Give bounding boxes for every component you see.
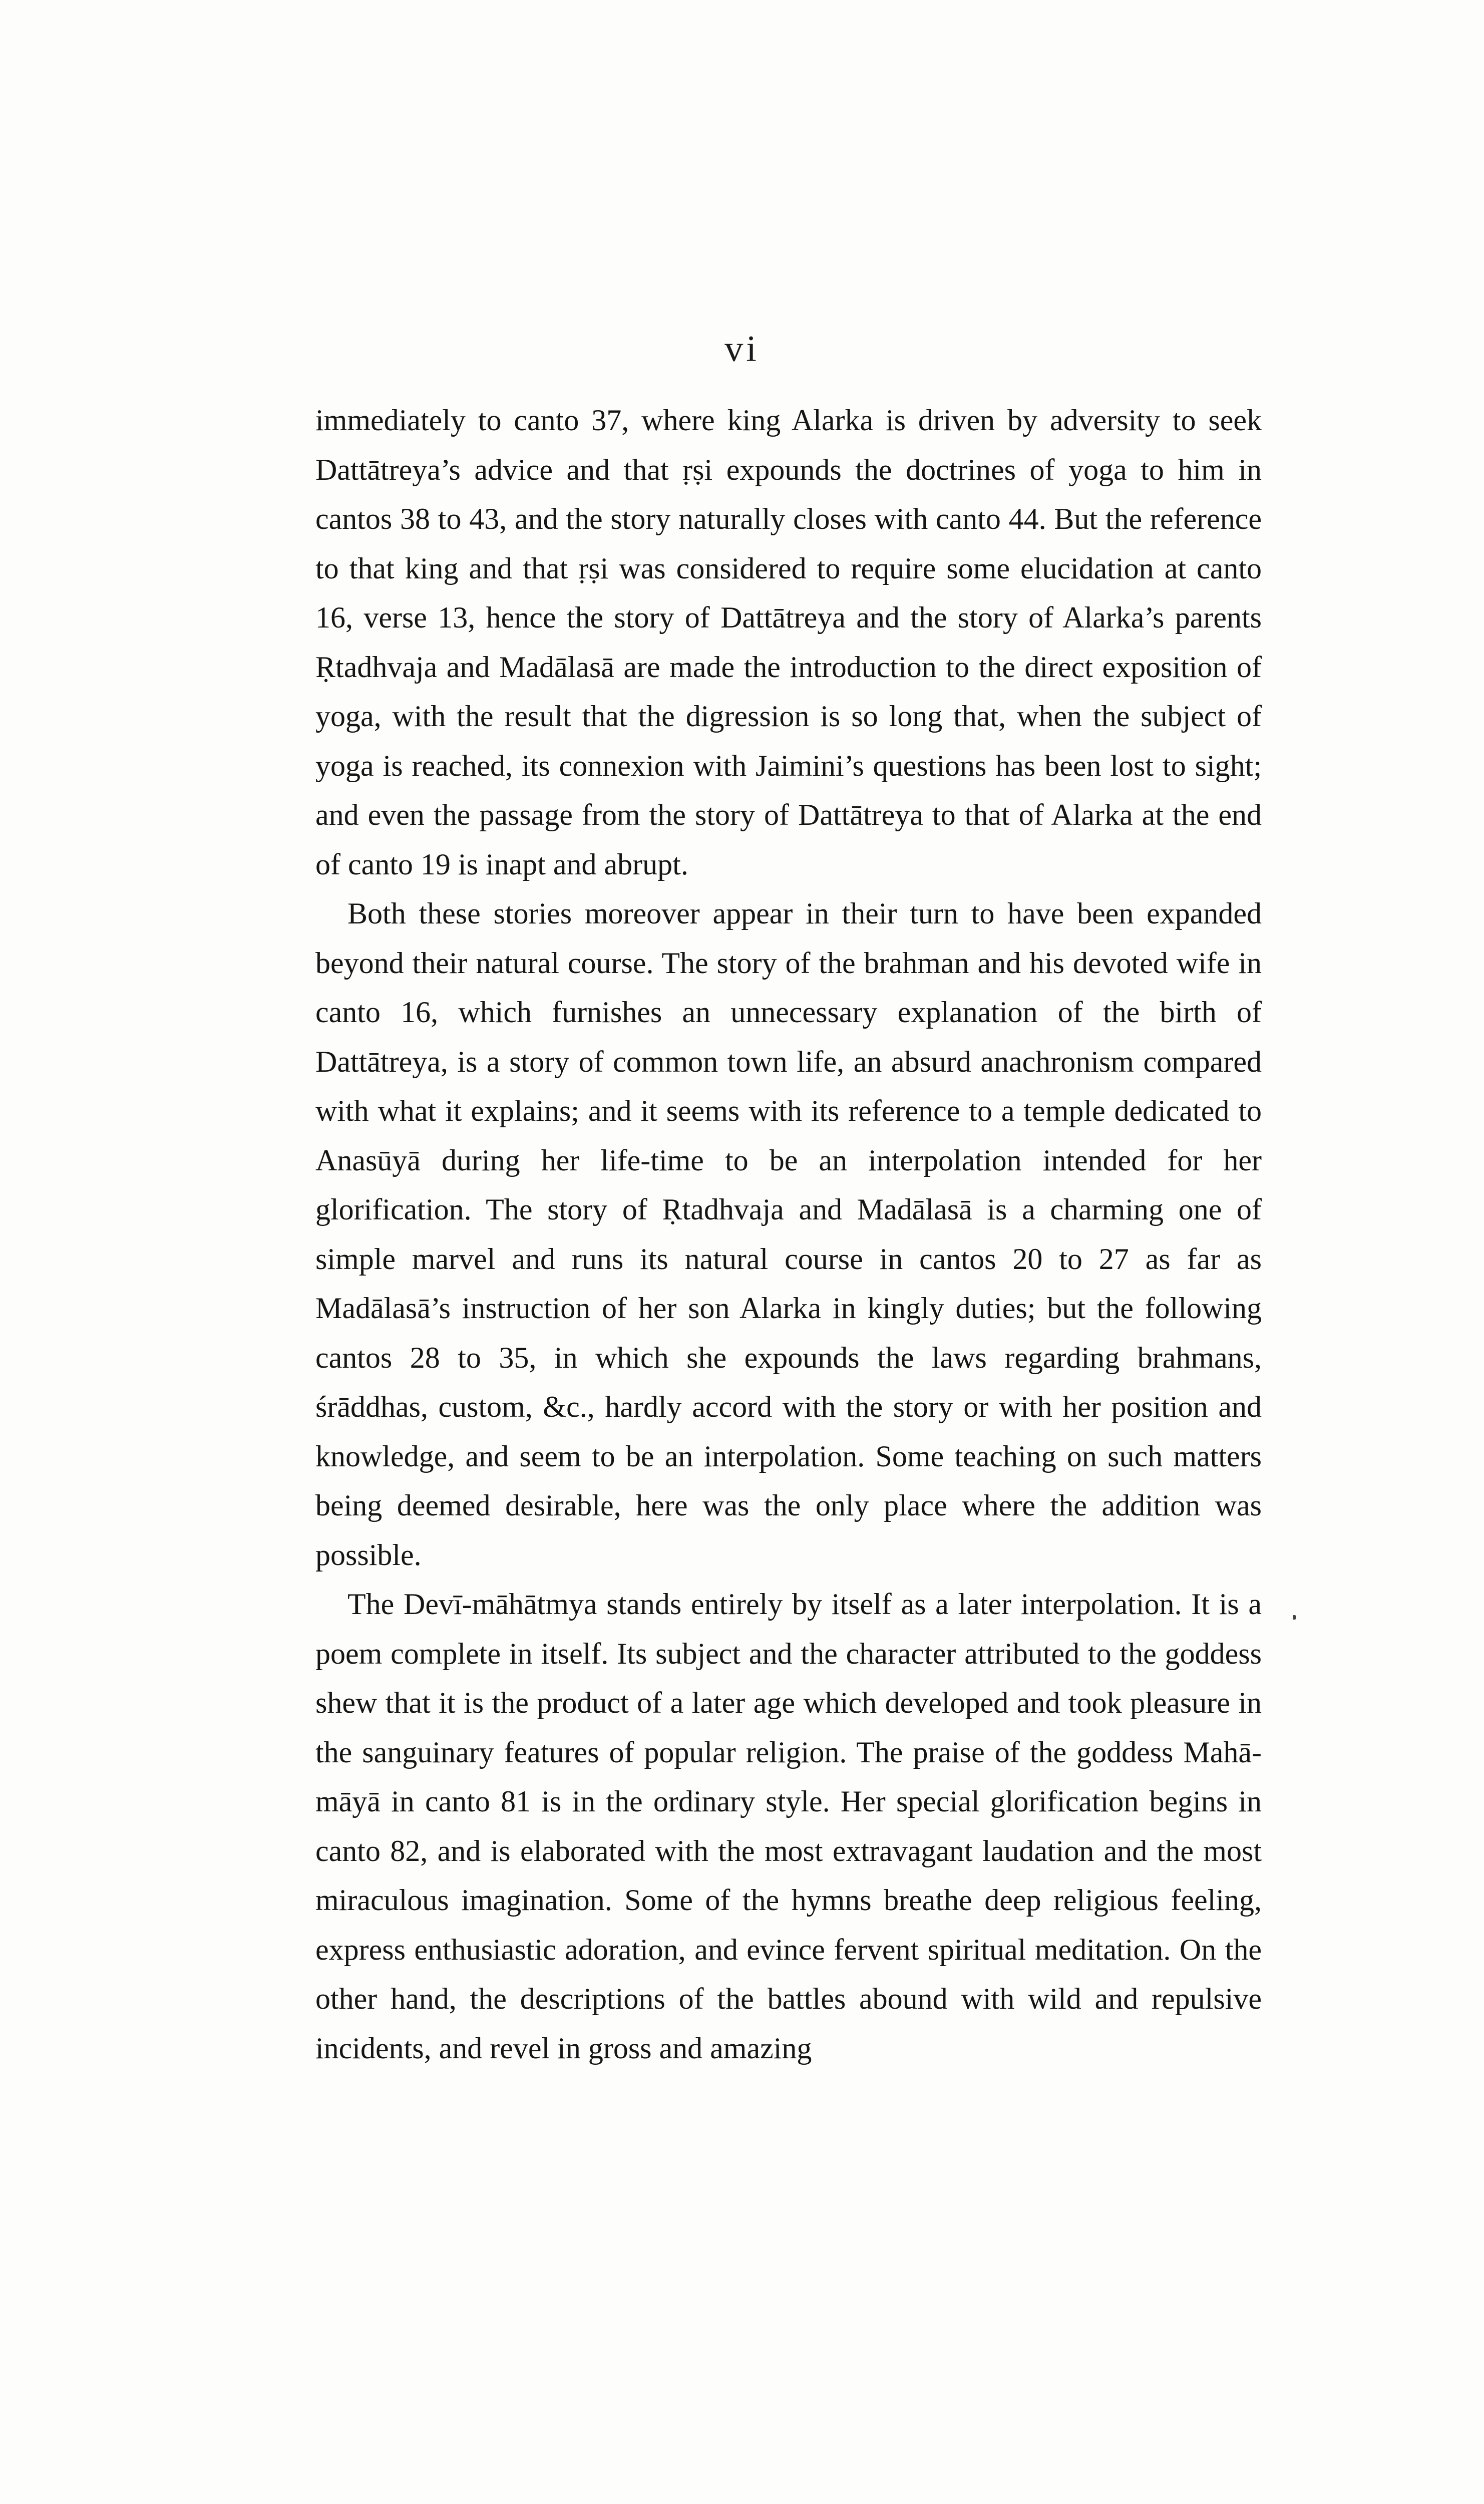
body-text xyxy=(315,396,1262,2073)
paragraph-both-stories: Both these stories moreover appear in their turn to have been expanded beyond their natural course. The story of the brahman and his devoted wife in canto 16, which furnishes an unnecessary explanation of the birth of Dattātreya, is a story of common town life, an absurd anachronism compared with what it explains; and it seems with its reference to a temple dedicated to Anasūyā during her life-time to be an interpolation intended for her glorification. The story of Ṛtadhvaja and Madālasā is a charming one of simple marvel and runs its natural course in cantos 20 to 27 as far as Madālasā’s instruction of her son Alarka in kingly duties; but the following cantos 28 to 35, in which she expounds the laws regarding brahmans, śrāddhas, custom, &c., hardly accord with the story or with her position and knowledge, and seem to be an interpolation. Some teaching on such matters being deemed desirable, here was the only place where the addition was possible. xyxy=(315,897,1262,1572)
margin-speck xyxy=(1293,1615,1296,1620)
paragraph-devi-mahatmya: The Devī-māhātmya stands entirely by itself as a later interpolation. It is a poem complete in itself. Its subject and the character attributed to the goddess shew that it is the product of a later age which developed and took pleasure in the sanguinary features of popular religion. The praise of the goddess Mahā-māyā in canto 81 is in the ordinary style. Her special glorification begins in canto 82, and is elaborated with the most extravagant laudation and the most miraculous imagination. Some of the hymns breathe deep religious feeling, express enthusiastic adoration, and evince fervent spiritual meditation. On the other hand, the descriptions of the battles abound with wild and repulsive incidents, and revel in gross and amazing xyxy=(315,1588,1262,2065)
paragraph-continuation: immediately to canto 37, where king Alarka is driven by adversity to seek Dattātreya’s advice and that ṛṣi expounds the doctrines of yoga to him in cantos 38 to 43, and the story naturally closes with canto 44. But the reference to that king and that ṛṣi was considered to require some elucidation at canto 16, verse 13, hence the story of Dattātreya and the story of Alarka’s parents Ṛtadhvaja and Madālasā are made the introduction to the direct exposition of yoga, with the result that the digression is so long that, when the subject of yoga is reached, its connexion with Jaimini’s questions has been lost to sight; and even the passage from the story of Dattātreya to that of Alarka at the end of canto 19 is inapt and abrupt. xyxy=(315,404,1262,881)
page-number: vi xyxy=(724,329,760,370)
